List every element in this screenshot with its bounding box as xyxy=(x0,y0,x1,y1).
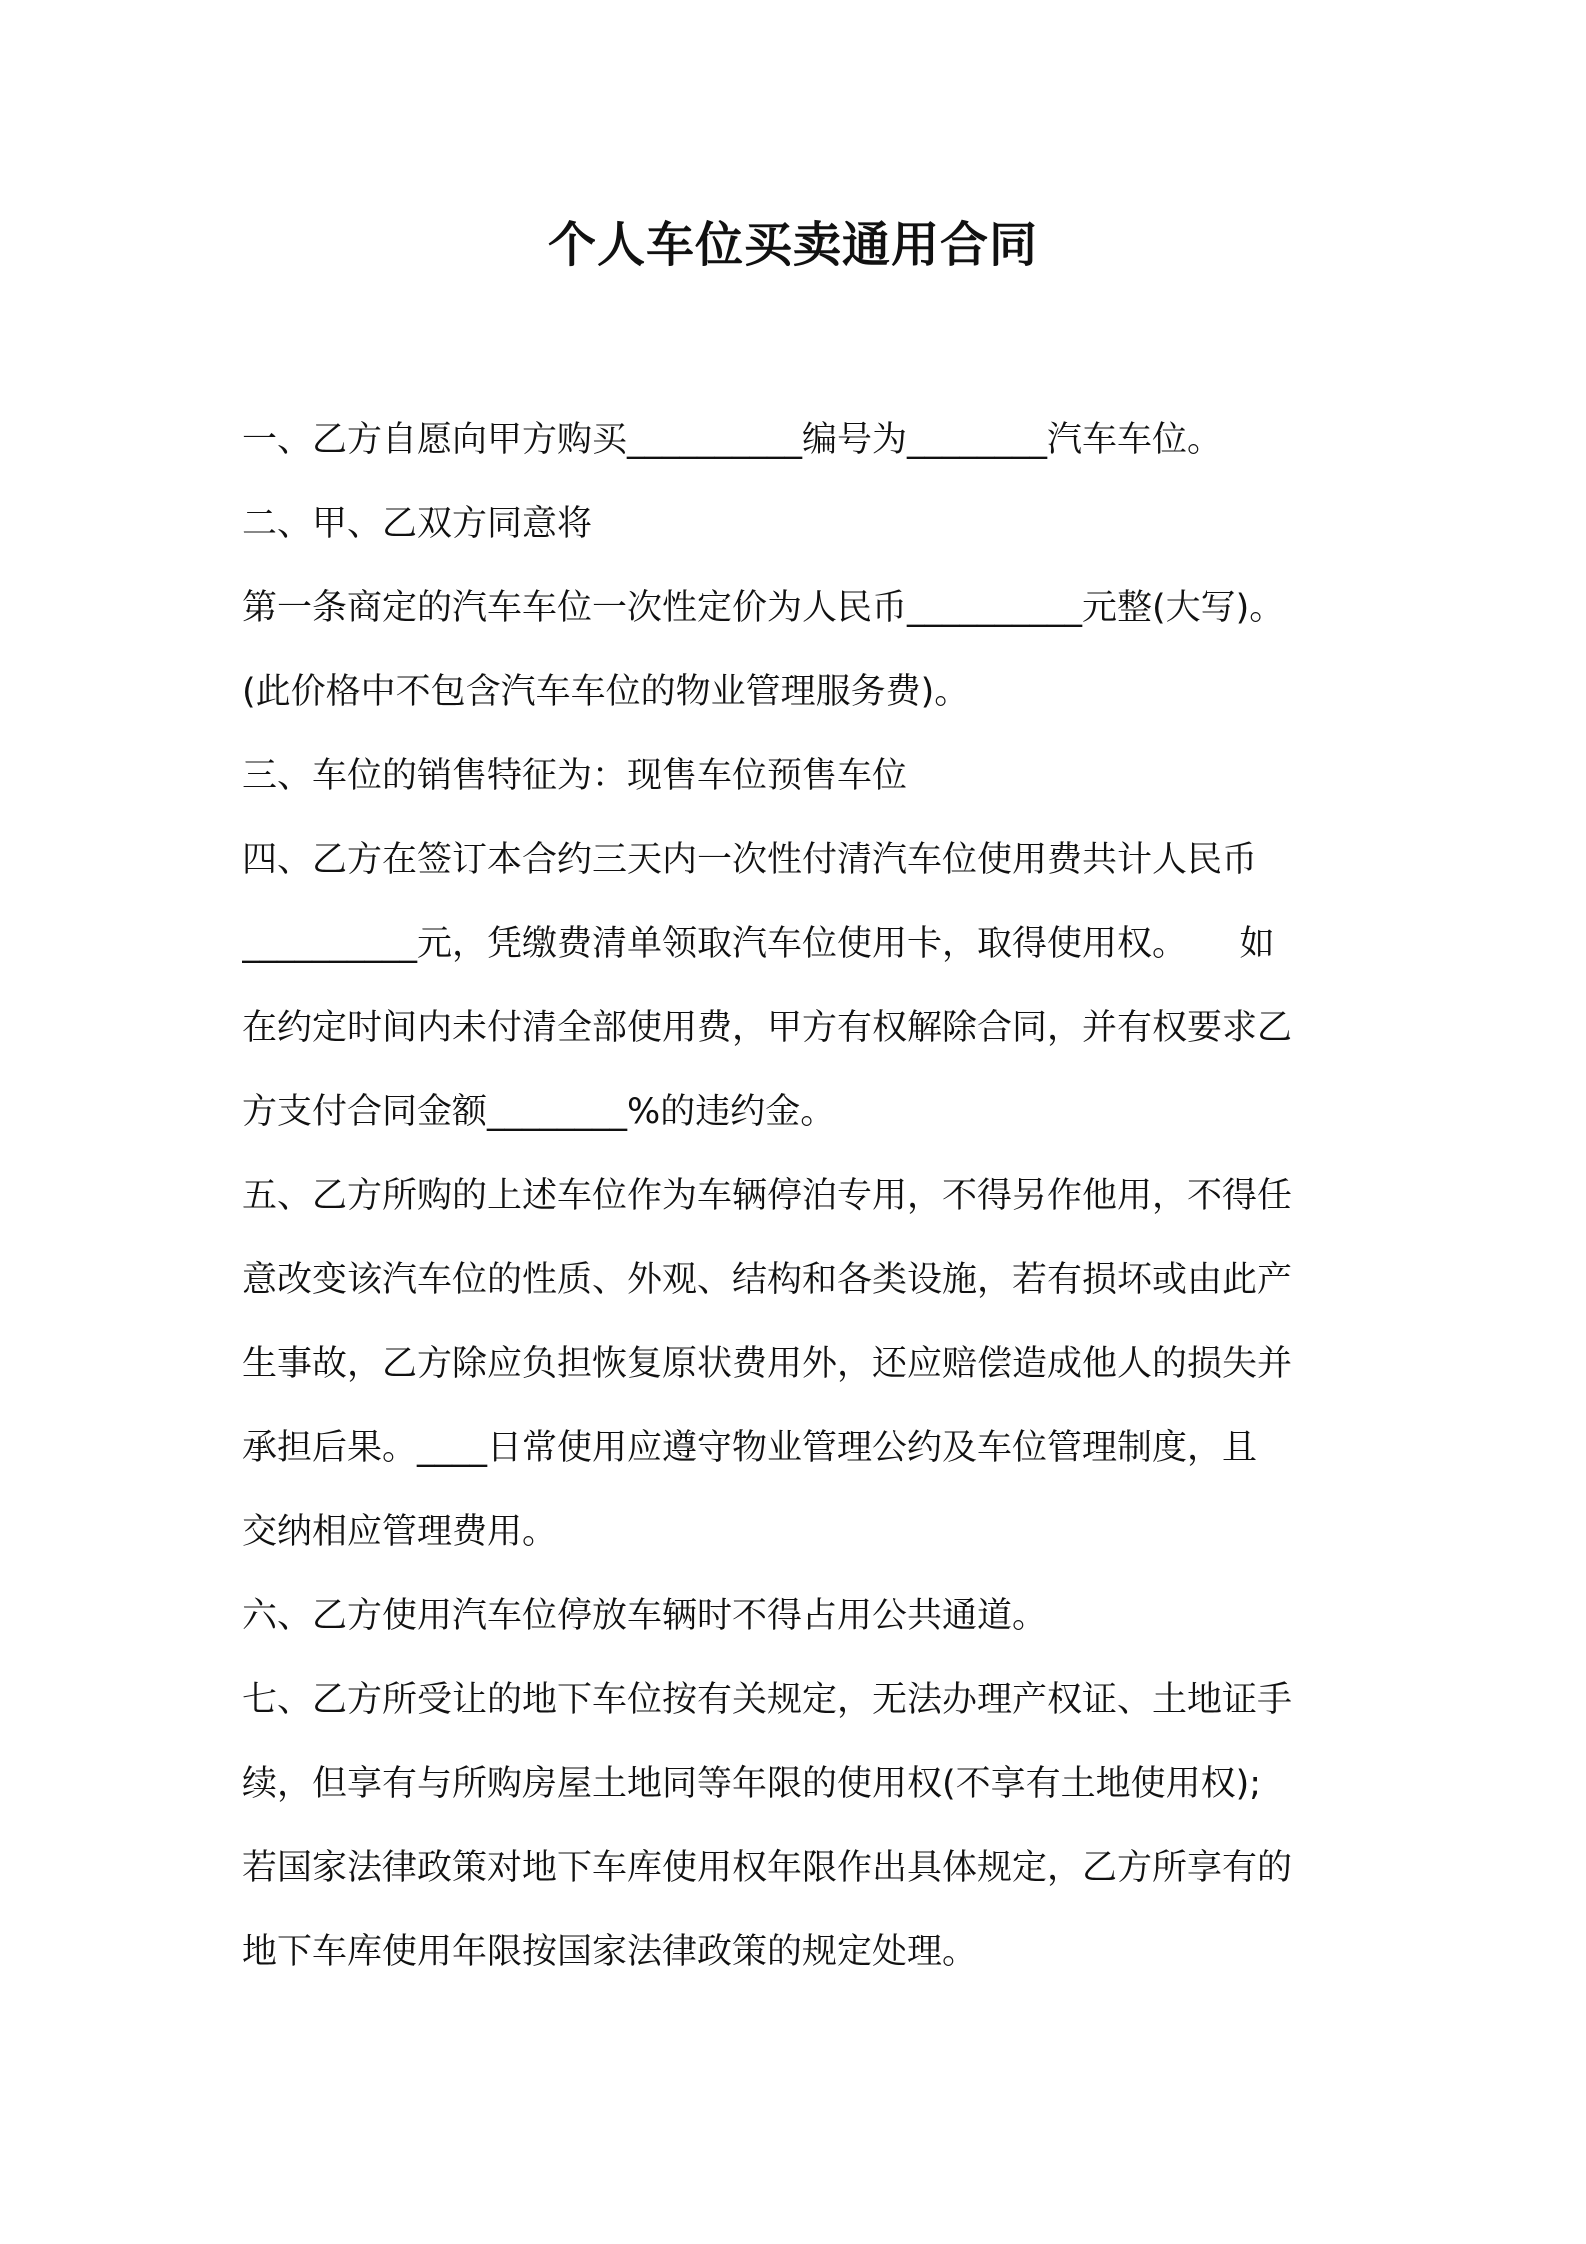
clause-line: 三、车位的销售特征为：现售车位预售车位 xyxy=(242,756,908,796)
clause-line: 在约定时间内未付清全部使用费，甲方有权解除合同，并有权要求乙 xyxy=(242,1008,1293,1048)
clause-line: 二、甲、乙双方同意将 xyxy=(242,504,593,544)
clause-line: __________元，凭缴费清单领取汽车位使用卡，取得使用权。 如 xyxy=(242,924,1275,964)
clause-line: 意改变该汽车位的性质、外观、结构和各类设施，若有损坏或由此产 xyxy=(242,1260,1293,1300)
clause-line: 承担后果。____日常使用应遵守物业管理公约及车位管理制度，且 xyxy=(242,1428,1258,1468)
clause-line: 生事故，乙方除应负担恢复原状费用外，还应赔偿造成他人的损失并 xyxy=(242,1344,1293,1384)
clause-line: 交纳相应管理费用。 xyxy=(242,1512,558,1552)
clause-line: 第一条商定的汽车车位一次性定价为人民币__________元整(大写)。 xyxy=(242,588,1285,628)
clause-line: 续，但享有与所购房屋土地同等年限的使用权(不享有土地使用权); xyxy=(242,1764,1262,1804)
clause-line: (此价格中不包含汽车车位的物业管理服务费)。 xyxy=(242,672,970,712)
document-title: 个人车位买卖通用合同 xyxy=(547,217,1038,273)
clause-line: 七、乙方所受让的地下车位按有关规定，无法办理产权证、土地证手 xyxy=(242,1680,1293,1720)
clause-line: 五、乙方所购的上述车位作为车辆停泊专用，不得另作他用，不得任 xyxy=(242,1176,1293,1216)
clause-line: 一、乙方自愿向甲方购买__________编号为________汽车车位。 xyxy=(242,420,1223,460)
clause-line: 六、乙方使用汽车位停放车辆时不得占用公共通道。 xyxy=(242,1596,1048,1636)
clause-line: 地下车库使用年限按国家法律政策的规定处理。 xyxy=(242,1932,978,1972)
clause-line: 方支付合同金额________%的违约金。 xyxy=(242,1092,836,1132)
clause-line: 若国家法律政策对地下车库使用权年限作出具体规定，乙方所享有的 xyxy=(242,1848,1293,1888)
clause-line: 四、乙方在签订本合约三天内一次性付清汽车位使用费共计人民币 xyxy=(242,840,1258,880)
